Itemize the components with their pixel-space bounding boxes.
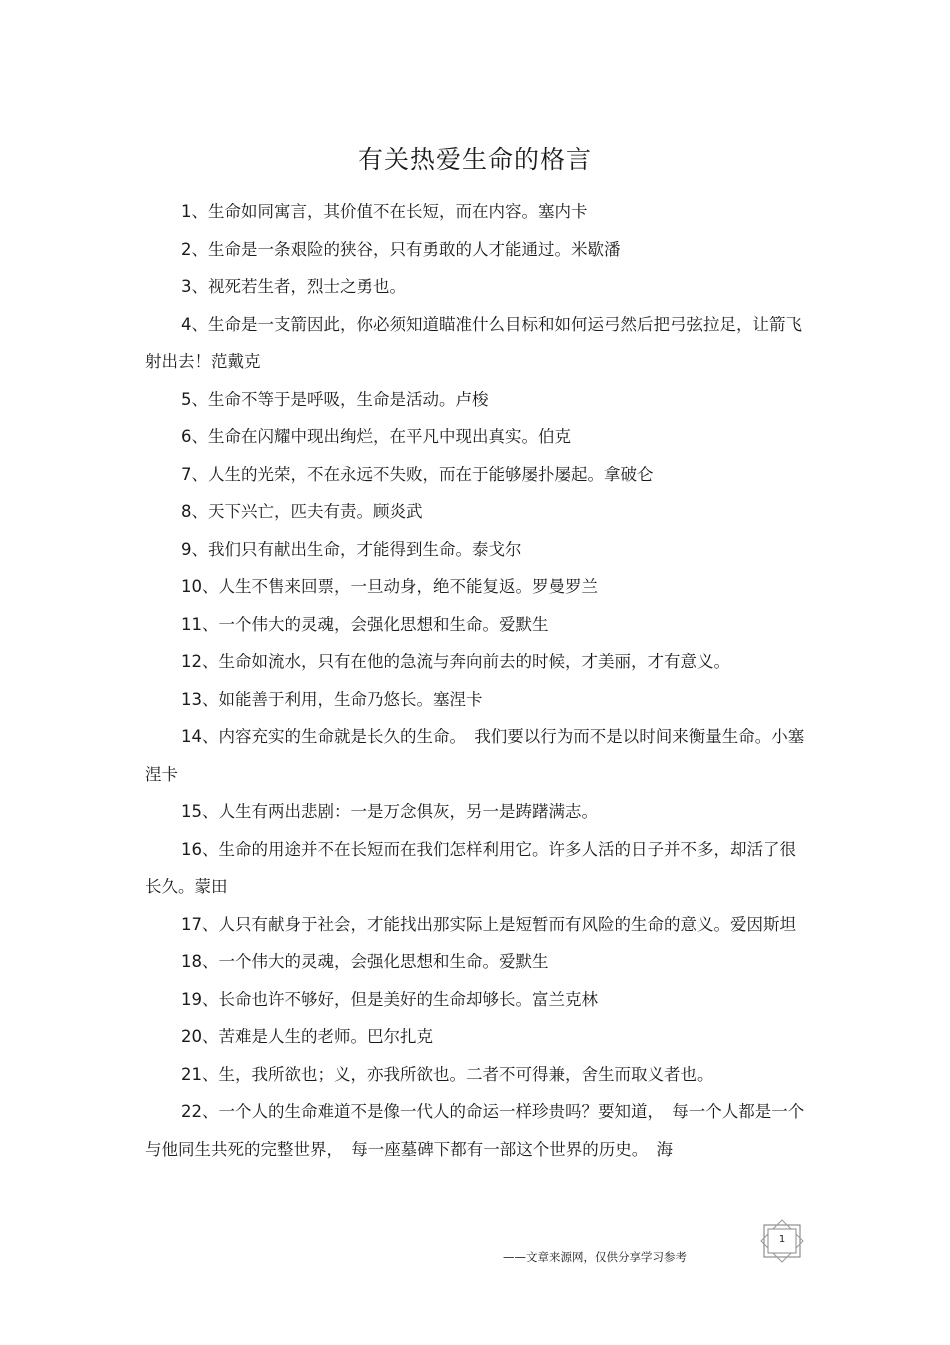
page-number-badge bbox=[757, 1219, 807, 1263]
paragraph: 15、人生有两出悲剧：一是万念俱灰，另一是踌躇满志。 bbox=[181, 802, 598, 821]
paragraph: 18、一个伟大的灵魂，会强化思想和生命。爱默生 bbox=[181, 952, 549, 971]
paragraph: 14、内容充实的生命就是长久的生命。 我们要以行为而不是以时间来衡量生命。小塞涅卡 bbox=[145, 727, 805, 784]
paragraph: 10、人生不售来回票，一旦动身，绝不能复返。罗曼罗兰 bbox=[181, 577, 598, 596]
paragraph: 21、生，我所欲也；义，亦我所欲也。二者不可得兼，舍生而取义者也。 bbox=[181, 1064, 714, 1084]
paragraph: 5、生命不等于是呼吸，生命是活动。卢梭 bbox=[181, 389, 489, 409]
page-number: 1 bbox=[778, 1234, 786, 1245]
paragraph: 20、苦难是人生的老师。巴尔扎克 bbox=[181, 1027, 433, 1046]
source-note: ——文章来源网，仅供分享学习参考 bbox=[503, 1250, 687, 1264]
paragraph: 4、生命是一支箭因此，你必须知道瞄准什么目标和如何运弓然后把弓弦拉足，让箭飞射出去！范戴克 bbox=[145, 314, 802, 371]
paragraph: 12、生命如流水，只有在他的急流与奔向前去的时候，才美丽，才有意义。 bbox=[181, 652, 730, 671]
document-body bbox=[145, 193, 810, 1168]
paragraph: 8、天下兴亡，匹夫有责。顾炎武 bbox=[181, 502, 423, 521]
paragraph: 11、一个伟大的灵魂，会强化思想和生命。爱默生 bbox=[181, 614, 549, 634]
paragraph: 16、生命的用途并不在长短而在我们怎样利用它。许多人活的日子并不多，却活了很长久。蒙田 bbox=[145, 839, 796, 896]
paragraph: 13、如能善于利用，生命乃悠长。塞涅卡 bbox=[181, 689, 483, 709]
document-title: 有关热爱生命的格言 bbox=[357, 145, 592, 174]
paragraph: 17、人只有献身于社会，才能找出那实际上是短暂而有风险的生命的意义。爱因斯坦 bbox=[181, 914, 796, 934]
paragraph: 7、人生的光荣，不在永远不失败，而在于能够屡扑屡起。拿破仑 bbox=[181, 464, 654, 484]
paragraph: 9、我们只有献出生命，才能得到生命。泰戈尔 bbox=[181, 539, 522, 559]
paragraph: 2、生命是一条艰险的狭谷，只有勇敢的人才能通过。米歇潘 bbox=[181, 239, 621, 259]
paragraph: 6、生命在闪耀中现出绚烂，在平凡中现出真实。伯克 bbox=[181, 427, 571, 446]
paragraph: 3、视死若生者，烈士之勇也。 bbox=[181, 277, 406, 296]
paragraph: 19、长命也许不够好，但是美好的生命却够长。富兰克林 bbox=[181, 989, 598, 1009]
paragraph: 22、一个人的生命难道不是像一代人的命运一样珍贵吗？要知道， 每一个人都是一个与他同生共死的完整世界， 每一座墓碑下都有一部这个世界的历史。 海 bbox=[145, 1102, 805, 1159]
paragraph: 1、生命如同寓言，其价值不在长短，而在内容。塞内卡 bbox=[181, 202, 588, 221]
